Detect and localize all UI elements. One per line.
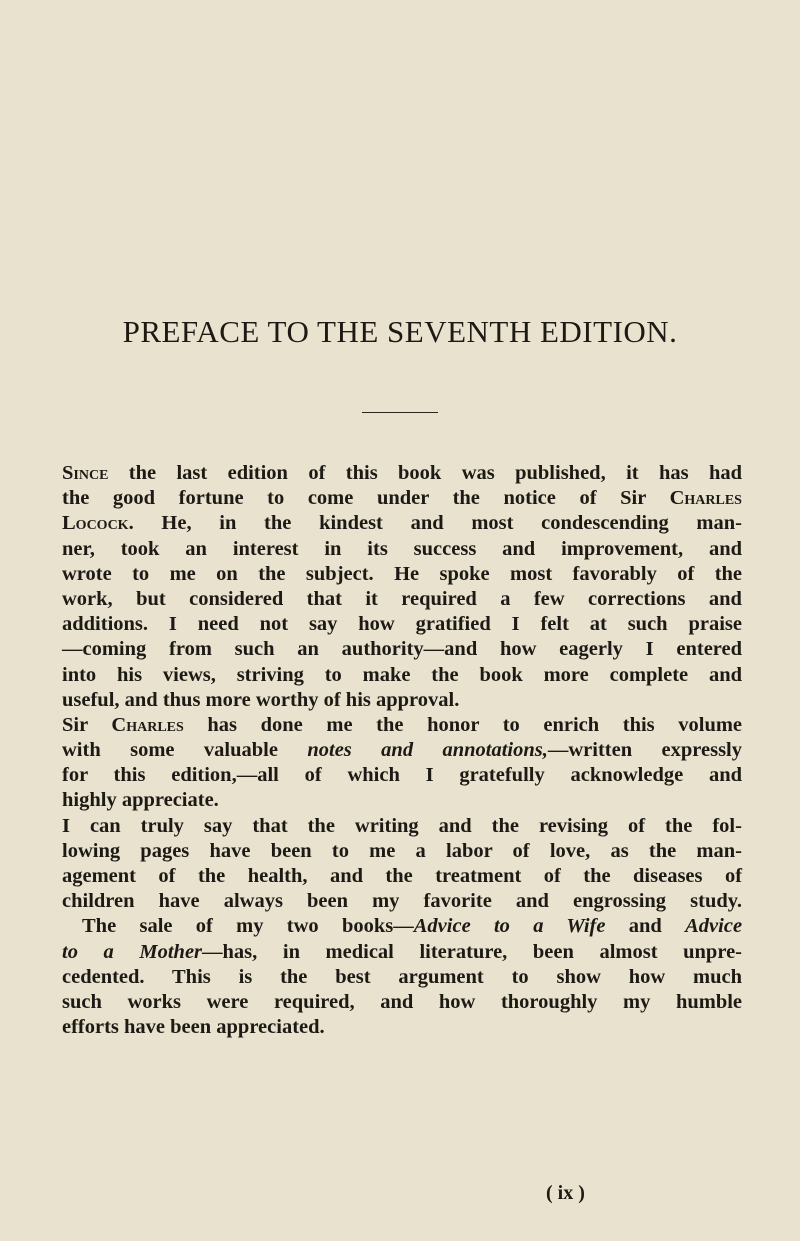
text-line: work, but considered that it required a few corrections and (62, 587, 742, 610)
text-line: highly appreciate. (62, 789, 219, 812)
text-line: Since the last edition of this book was published, it has had (62, 462, 742, 484)
text-line: additions. I need not say how gratified I felt at such praise (62, 613, 742, 636)
text-line: The sale of my two books—Advice to a Wife and Advice (82, 915, 743, 938)
text-line: such works were required, and how thoroughly my humble (62, 990, 743, 1013)
text-line: children have always been my favorite and engrossing study. (62, 890, 742, 913)
text-line: into his views, striving to make the book more complete and (62, 663, 743, 686)
text-line: cedented. This is the best argument to show how much (62, 965, 743, 988)
text-line: the good fortune to come under the notice of Sir Charles (62, 487, 742, 510)
text-line: Locock. He, in the kindest and most condescending man- (62, 512, 742, 535)
text-line: for this edition,—all of which I gratefully acknowledge and (62, 764, 743, 787)
text-line: Sir Charles has done me the honor to enrich this volume (62, 713, 743, 736)
text-line: lowing pages have been to me a labor of love, as the man- (62, 839, 742, 862)
text-line: wrote to me on the subject. He spoke most favorably of the (62, 562, 743, 585)
page-number: ( ix ) (546, 1182, 585, 1204)
text-line: agement of the health, and the treatment of the diseases of (62, 865, 743, 887)
text-line: to a Mother—has, in medical literature, been almost unpre- (62, 940, 742, 963)
text-line: with some valuable notes and annotations,—written expressly (62, 739, 743, 762)
text-line: ner, took an interest in its success and improvement, and (62, 537, 743, 560)
text-line: efforts have been appreciated. (62, 1016, 325, 1039)
text-line: —coming from such an authority—and how eagerly I entered (62, 638, 743, 661)
preface-body (62, 461, 742, 1040)
title-divider (362, 412, 438, 413)
page-title: PREFACE TO THE SEVENTH EDITION. (122, 314, 678, 349)
text-line: useful, and thus more worthy of his approval. (62, 688, 460, 711)
text-line: I can truly say that the writing and the revising of the fol- (62, 814, 742, 837)
